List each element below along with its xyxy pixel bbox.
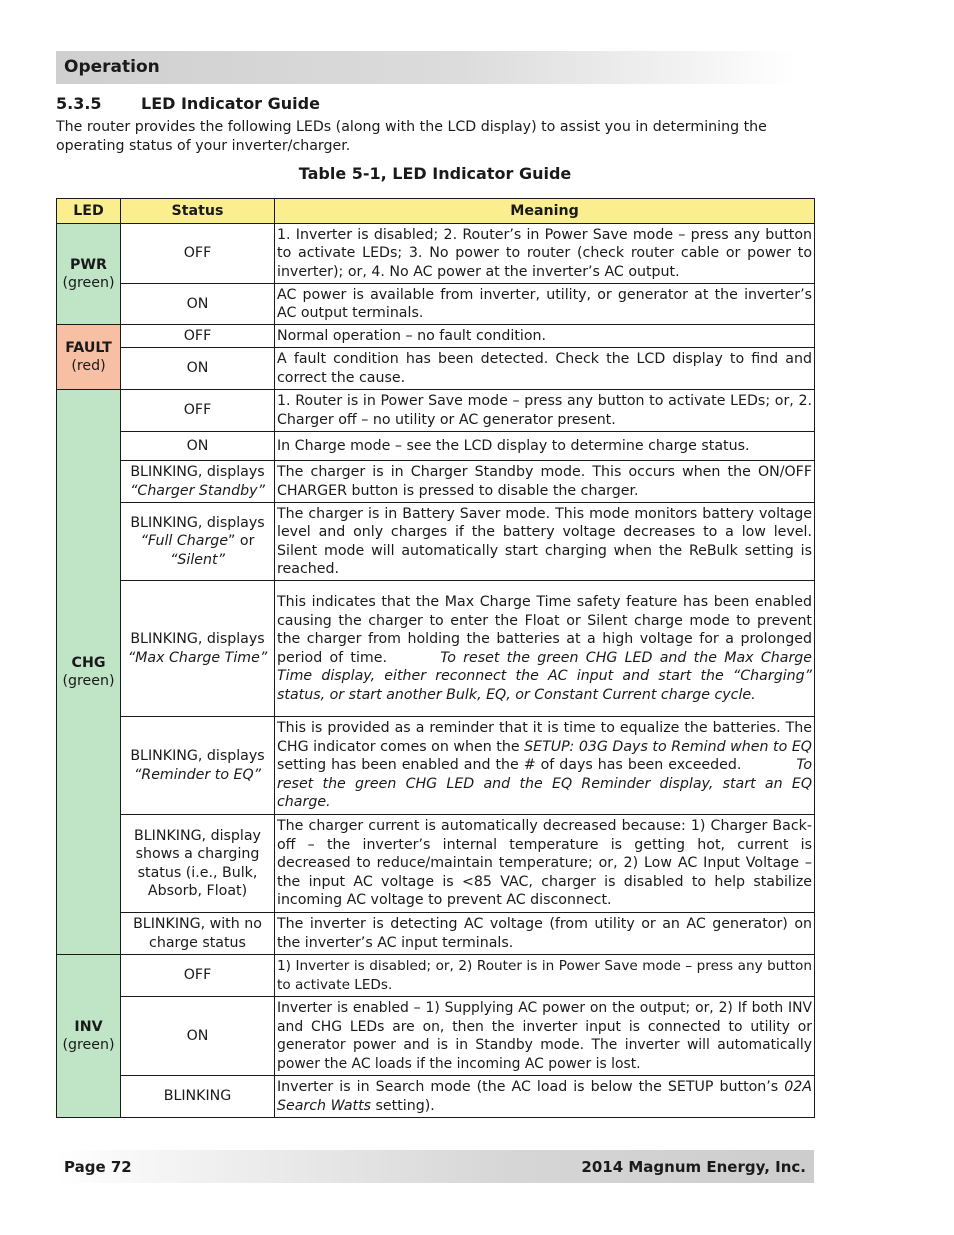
meaning-text: setting). <box>371 1097 435 1114</box>
reset-note: To reset the green CHG LED and the EQ Reminder display, start an EQ charge. <box>277 757 812 811</box>
table-row <box>57 348 815 390</box>
status-cell: OFF <box>121 224 275 284</box>
meaning-cell: 1. Router is in Power Save mode – press any button to activate LEDs; or, 2. Charger off – no utility or AC generator present. <box>275 390 815 432</box>
table-header-row <box>57 199 815 224</box>
status-text: BLINKING, displays <box>130 748 265 764</box>
status-cell: BLINKING, with no charge status <box>121 913 275 955</box>
status-cell <box>121 581 275 717</box>
footer-bar <box>56 1150 814 1183</box>
table-row <box>57 717 815 815</box>
led-color: (green) <box>62 1037 115 1053</box>
copyright: 2014 Magnum Energy, Inc. <box>581 1158 806 1176</box>
status-cell <box>121 717 275 815</box>
table-row <box>57 284 815 325</box>
status-display-text: “Charger Standby” <box>130 482 265 499</box>
led-pwr <box>57 224 121 325</box>
led-fault <box>57 325 121 390</box>
meaning-text: Inverter is in Search mode (the AC load is below the SETUP button’s <box>277 1079 785 1095</box>
led-name: INV <box>74 1018 103 1035</box>
status-cell <box>121 461 275 503</box>
status-cell: OFF <box>121 325 275 348</box>
header-title: Operation <box>64 57 160 77</box>
column-header-status: Status <box>121 199 275 224</box>
meaning-cell: The charger is in Charger Standby mode. This occurs when the ON/OFF CHARGER button is pressed to disable the charger. <box>275 461 815 503</box>
meaning-cell: AC power is available from inverter, utility, or generator at the inverter’s AC output terminals. <box>275 284 815 325</box>
setup-setting-name: SETUP: 03G Days to Remind when to EQ <box>524 738 812 755</box>
status-cell: ON <box>121 432 275 461</box>
led-name: PWR <box>70 256 107 273</box>
setup-setting-name: 02A Search Watts <box>277 1079 812 1114</box>
table-row <box>57 815 815 913</box>
status-cell: OFF <box>121 390 275 432</box>
status-cell: ON <box>121 348 275 390</box>
table-row <box>57 955 815 997</box>
led-color: (red) <box>71 358 106 374</box>
table-row <box>57 325 815 348</box>
status-cell: ON <box>121 997 275 1076</box>
table-row <box>57 997 815 1076</box>
section-heading <box>56 94 320 113</box>
meaning-cell: 1. Inverter is disabled; 2. Router’s in Power Save mode – press any button to activate LEDs; 3. No power to router (check router cable or power to inverter); or, 4. No AC power at the inverter’s AC output. <box>275 224 815 284</box>
section-title: LED Indicator Guide <box>141 94 320 113</box>
meaning-cell: A fault condition has been detected. Check the LCD display to find and correct the cause. <box>275 348 815 390</box>
meaning-cell: The inverter is detecting AC voltage (from utility or an AC generator) on the inverter’s AC input terminals. <box>275 913 815 955</box>
status-cell: BLINKING <box>121 1076 275 1118</box>
meaning-cell: Inverter is enabled – 1) Supplying AC power on the output; or, 2) If both INV and CHG LEDs are on, then the inverter input is connected to utility or generator power and is in Standby mode. The inverter will automatically power the AC loads if the incoming AC power is lost. <box>275 997 815 1076</box>
status-display-text: “Full Charge <box>140 533 229 550</box>
meaning-text: This is provided as a reminder that it is time to equalize the batteries. The CHG indicator comes on when the <box>277 720 812 755</box>
led-indicator-table <box>56 198 815 1118</box>
status-text: ” or <box>228 533 255 550</box>
meaning-text: setting has been enabled and the # of days has been exceeded. <box>277 757 742 774</box>
led-name: CHG <box>71 654 106 671</box>
meaning-cell <box>275 1076 815 1118</box>
meaning-cell: The charger current is automatically decreased because: 1) Charger Back-off – the inverter’s internal temperature is getting hot, current is decreased to reduce/maintain temperature; or, 2) Low AC Input Voltage – the input AC voltage is <85 VAC, charger is disabled to help stabilize incoming AC voltage to prevent AC disconnect. <box>275 815 815 913</box>
meaning-cell: The charger is in Battery Saver mode. This mode monitors battery voltage level and only charges if the battery voltage decreases to a low level. Silent mode will automatically start charging when the ReBulk setting is reached. <box>275 503 815 581</box>
table-row <box>57 432 815 461</box>
status-display-text: “Reminder to EQ” <box>133 766 261 783</box>
table-row <box>57 913 815 955</box>
status-display-text: “Silent” <box>170 551 225 568</box>
column-header-led: LED <box>57 199 121 224</box>
status-cell: BLINKING, display shows a charging status (i.e., Bulk, Absorb, Float) <box>121 815 275 913</box>
status-text: BLINKING, displays <box>130 631 265 647</box>
led-chg <box>57 390 121 955</box>
table-row <box>57 503 815 581</box>
led-name: FAULT <box>65 339 112 356</box>
header-bar <box>56 51 796 84</box>
status-cell: ON <box>121 284 275 325</box>
table-row <box>57 581 815 717</box>
reset-note: To reset the green CHG LED and the Max Charge Time display, either reconnect the AC input and start the “Charging” status, or start another Bulk, EQ, or Constant Current charge cycle. <box>277 649 813 703</box>
table-row <box>57 1076 815 1118</box>
status-text: BLINKING, displays <box>130 514 265 531</box>
led-color: (green) <box>62 275 115 291</box>
status-cell <box>121 503 275 581</box>
section-number: 5.3.5 <box>56 94 102 113</box>
intro-paragraph: The router provides the following LEDs (along with the LCD display) to assist you in determining the operating status of your inverter/charger. <box>56 119 767 154</box>
table-row <box>57 461 815 503</box>
meaning-cell: Normal operation – no fault condition. <box>275 325 815 348</box>
status-text: BLINKING, displays <box>130 464 265 480</box>
meaning-cell: In Charge mode – see the LCD display to determine charge status. <box>275 432 815 461</box>
status-display-text: “Max Charge Time” <box>127 649 268 666</box>
table-title: Table 5-1, LED Indicator Guide <box>298 164 572 183</box>
led-inv <box>57 955 121 1118</box>
led-color: (green) <box>62 673 115 689</box>
meaning-cell <box>275 717 815 815</box>
column-header-meaning: Meaning <box>275 199 815 224</box>
meaning-cell <box>275 581 815 717</box>
table-row <box>57 390 815 432</box>
meaning-text: This indicates that the Max Charge Time safety feature has been enabled causing the charger to enter the Float or Silent charge mode to prevent the charger from holding the batteries at a high voltage for a prolonged period of time. <box>277 594 812 666</box>
meaning-cell: 1) Inverter is disabled; or, 2) Router is in Power Save mode – press any button to activate LEDs. <box>275 955 815 997</box>
status-cell: OFF <box>121 955 275 997</box>
page-number: Page 72 <box>64 1158 132 1176</box>
table-row <box>57 224 815 284</box>
